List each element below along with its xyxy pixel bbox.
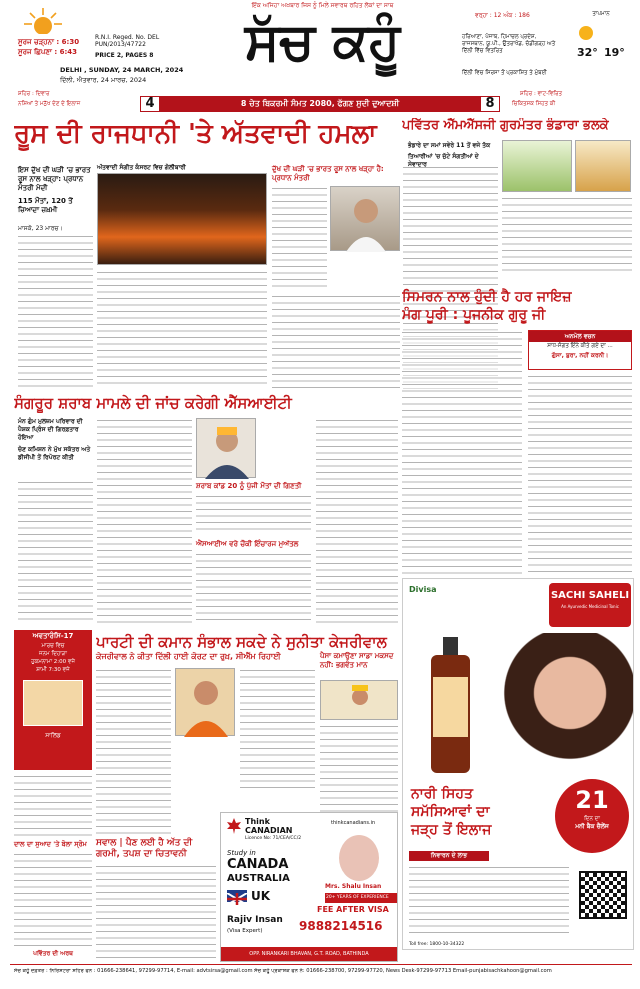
bhandara-photo [502,140,572,192]
bottom-left-footer: ਪਵਿੱਤਰ ਦੀ ਅਰਥ [33,950,73,957]
anmol-vachan-line2: ਗੁੱਸਾ, ਬੁਰਾ, ਨਹੀਂ ਕਰਨੀ। [551,352,609,359]
regd-number: R.N.I. Reged. No. DEL PUN/2013/47722 [95,34,160,48]
band-right-teaser: ਚਿਕਿਤਸਕ ਸਿਹਤ ਕੀ [512,101,556,107]
masthead [0,0,640,97]
simran-body-2 [528,374,632,575]
sunita-photo [175,668,235,736]
distribution-regions: ਹਰਿਆਣਾ, ਪੰਜਾਬ, ਹਿਮਾਚਲ ਪ੍ਰਦੇਸ਼, ਰਾਜਸਥਾਨ, ਯੂ.ਪੀ., ਉਤਰਾਖੰਡ, ਚੰਡੀਗੜ੍ਹ ਅਤੇ ਦਿੱਲੀ ਵਿੱਚ ਵਿਤਰਿਤ [462,34,556,54]
canada-phone: 9888214516 [299,919,383,933]
lead-dateline: ਮਾਸਕੋ, 23 ਮਾਰਚ। [18,225,63,232]
band-right-page-box [480,96,500,112]
sachi-headline-3: ਜੜ੍ਹ ਤੋਂ ਇਲਾਜ [411,822,492,838]
sachi-bottle [423,637,478,777]
canada-ad [220,812,398,962]
canada-person: Rajiv Insan [227,915,283,925]
lead-photo-caption: ਅੱਤਵਾਦੀ ਸੰਗੀਤ ਕੰਸਰਟ ਵਿਚ ਗੋਲੀਬਾਰੀ [97,164,186,171]
kejriwal-body [96,668,171,836]
sunset-time: ਸੂਰਜ ਛਿਪਣਾ : 6:43 [18,48,78,56]
sachi-headline-1: ਨਾਰੀ ਸਿਹਤ [411,786,473,802]
sachi-money-back-badge [555,779,629,853]
canada-exp: 20+ YEARS OF EXPERIENCE [325,893,397,903]
gurmantar-bullets [408,142,498,169]
simran-headline-2: ਮੰਗ ਪੂਰੀ : ਪੂਜਨੀਕ ਗੁਰੂ ਜੀ [402,307,546,323]
sachi-product-name: SACHI SAHELI [550,590,630,601]
sachi-challenge: ਮਨੀ ਬੈਕ ਚੈਲੇਂਜ [575,823,609,830]
sunrise-time: ਸੂਰਜ ਚੜ੍ਹਨਾ : 6:30 [18,38,80,46]
date-english: DELHI , SUNDAY, 24 MARCH, 2024 [60,66,184,74]
official-photo [196,418,256,478]
canada-person2: Mrs. Shalu Insan [325,883,382,890]
sangrur-body [18,480,93,625]
kejriwal-body-2 [240,668,315,788]
saint-box-line: ਸ਼ਾਮੀ 7:30 ਵਜੇ [36,667,70,673]
heat-headline: ਸਵਾਲ | ਪੈਣ ਲਈ ਹੈ ਅੱਤ ਦੀ ਗਰਮੀ, ਤਪਸ਼ ਦਾ ਚਿਤਾਵਨੀ [96,838,193,859]
sangrur-sub2: ਐਂਸਆਈਅ ਵਰੇ ਚੌਕੀ ਇੰਚਾਰਜ ਮੁਅੱਤਲ [196,540,299,548]
gurmantar-body [502,196,632,276]
sun-logo-icon [22,6,64,34]
lead-bullet: ਇਸ ਦੁੱਖ ਦੀ ਘੜੀ 'ਚ ਭਾਰਤ ਰੂਸ ਨਾਲ ਖੜ੍ਹਾ: ਪ੍ਰਧਾਨ ਮੰਤਰੀ ਮੋਦੀ [18,166,91,192]
saint-box-title: ਅਵਤਾਰੰਸਿ-17 [32,632,74,640]
canada-license: Licence No: 71/CEA/CC/2 [245,836,302,841]
gurmantar-bullet: ਭੰਡਾਰੇ ਦਾ ਸਮਾਂ ਸਵੇਰੇ 11 ਤੋਂ ਵਜੇ ਤੱਕ [408,142,491,149]
sangrur-bullet: ਮੰਨ ਗੁੰਮ ਮੁਲਜ਼ਮ ਪਰਿਵਾਰ ਦੀ ਪੈਸ਼ਕ ਪ੍ਰਿੰਸ ਦੀ ਗਿਰਫ਼ਤਾਰ ਹੋਇਆ [18,418,83,441]
saint-box-line: ਹੁਕਮਨਾਮਾ 2:00 ਵਜੇ [31,659,75,665]
qr-code-icon [579,871,627,919]
simran-headline-1: ਸਿਮਰਨ ਨਾਲ ਹੁੰਦੀ ਹੈ ਹਰ ਜਾਇਜ਼ [402,289,572,305]
uk-flag-icon [227,890,247,902]
kejriwal-headline: ਪਾਰਟੀ ਦੀ ਕਮਾਨ ਸੰਭਾਲ ਸਕਦੇ ਨੇ ਸੁਨੀਤਾ ਕੇਜਰੀਵਾਲ [96,633,387,651]
sangrur-sub1-body [196,494,311,534]
date-band [160,96,480,112]
sangrur-bullet: ਚੋਣ ਕਮਿਸ਼ਨ ਨੇ ਮੁੱਖ ਸਕੱਤਰ ਅਤੇ ਡੀਜੀਪੀ ਤੋਂ ਰਿਪੋਰਟ ਕੀਤੀ [18,446,91,461]
band-left-page-box [140,96,160,112]
sachi-product-logo [549,583,631,627]
sachi-model-photo [493,633,633,783]
saint-box-body [14,774,92,836]
simran-body [402,330,522,575]
left-city-label: ਸ਼ਹਿਰ : ਦਿਵਾਰ [18,91,50,97]
anmol-vachan-box [528,330,632,370]
lead-sub-body [272,186,327,291]
band-left-teaser: ਨਸ਼ਿਆਂ ਤੇ ਮਨੁੱਖ ਦੇਣ ਦੇ ਇਲਾਜ [18,101,81,107]
temperature-max: 32° [577,46,598,59]
sachi-days-label: ਦਿਨ ਦਾ [584,816,600,822]
middle-right-body [316,418,398,625]
moscow-attack-photo [97,173,267,265]
sachi-brand: Divisa [409,585,437,594]
canada-country-2: AUSTRALIA [227,873,290,884]
weather-label: ਤਾਪਮਾਨ [592,11,610,17]
lead-sub-body-2 [272,294,400,388]
canada-study: Study in [227,849,256,857]
sangrur-headline: ਸੰਗਰੂਰ ਸ਼ਰਾਬ ਮਾਮਲੇ ਦੀ ਜਾਂਚ ਕਰੇਗੀ ਐੱਸਆਈਟੀ [14,394,292,412]
saint-image [23,680,83,726]
kejriwal-sub: ਕੇਜਰੀਵਾਲ ਨੇ ਕੀਤਾ ਦਿੱਲੀ ਹਾਈ ਕੋਰਟ ਦਾ ਰੁਖ਼, ਸੀਐੱਮ ਰਿਹਾਈ [96,652,281,661]
bottom-left-head: ਦਾਲ ਦਾ ਸੁਆਦ 'ਤੇ ਬੋਲਾ ਸ੍ਰੋਮ [14,840,87,848]
sachi-days: 21 [575,786,609,814]
gurmantar-bullet: ਤਿਆਰੀਆਂ 'ਚ ਜੁੱਟੇ ਸੰਗਤੀਆਂ ਦੇ ਸੇਵਾਦਾਰ [408,153,479,168]
sangrur-sub1: ਸ਼ਰਾਬ ਕਾਂਡ 20 ਨੂੰ ਪੁੱਜੀ ਮੌਤਾਂ ਦੀ ਗਿਣਤੀ [196,482,302,490]
maple-leaf-icon [225,817,243,835]
canada-web: thinkcanadians.in [331,820,376,826]
band-center-text: 8 ਚੇਤ ਬਿਕਰਮੀ ਸੰਮਤ 2080, ਫੱਗਣ ਸੁਦੀ ਦੁਆਦਸ਼ੀ [240,99,400,108]
newspaper-title: ਸੱਚ ਕਹੂੰ [244,12,401,72]
canada-fee: FEE AFTER VISA [317,905,389,914]
sachi-benefits-title: ਨਿਵਾਰਨ ਦੇ ਲਾਭ [409,851,489,861]
bhandara-photo-2 [575,140,631,192]
sangrur-bullets [18,418,93,462]
anmol-vachan-line1: ਸਾਧ-ਸੰਗਤ ਇੰਨੇ ਕੀਤੇ ਗਏ ਦਾ ... [547,343,613,349]
right-city-label: ਸ਼ਹਿਰ : ਵਾਟ-ਵਿਰਿਤ [520,91,563,97]
modi-photo [330,186,400,251]
sachi-saheli-ad [402,578,634,950]
band-left-page: 4 [145,96,155,111]
lead-bullets [18,166,93,215]
footer-rule [10,964,632,965]
lead-body-text [18,234,93,389]
sachi-phone: Toll free: 1800-10-34322 [409,942,465,947]
edition-number: ਵਰ੍ਹਾ : 12 ਅੰਕ : 186 [475,12,530,19]
canada-country-3: UK [251,889,271,903]
temperature-min: 19° [604,46,625,59]
lead-bullet: 115 ਮੌਤਾਂ, 120 ਤੋਂ ਜ਼ਿਆਦਾ ਜ਼ਖ਼ਮੀ [18,197,73,214]
masthead-tagline: ਇੱਕ ਅਜਿਹਾ ਅਖ਼ਬਾਰ ਜਿਸ ਨੂੰ ਮਿਲੇ ਸਵਾਰਥ ਰਹਿਤ ਲੋਕਾਂ ਦਾ ਸਾਥ [251,2,394,9]
lead-headline: ਰੂਸ ਦੀ ਰਾਜਧਾਨੀ 'ਤੇ ਅੱਤਵਾਦੀ ਹਮਲਾ [14,119,377,149]
sachi-benefits-list [409,865,569,937]
lead-sub-headline: ਦੁੱਖ ਦੀ ਘੜੀ 'ਚ ਭਾਰਤ ਰੂਸ ਨਾਲ ਖੜ੍ਹਾ ਹੈ: ਪ੍ਰਧਾਨ ਮੰਤਰੀ [272,165,384,182]
date-punjabi: ਦਿੱਲੀ, ਐਤਵਾਰ, 24 ਮਾਰਚ, 2024 [60,76,147,84]
canada-country-1: CANADA [227,857,289,872]
saint-box [14,630,92,770]
saint-box-line: ਜਨਮ ਦਿਹਾੜਾ [39,651,67,657]
print-info: ਦਿੱਲੀ ਵਿਚ ਸਿਰਸਾ ਤੋਂ ਪ੍ਰਕਾਸ਼ਿਤ ਤੇ ਮੁੰਬਈ [462,70,547,76]
mann-headline: ਪੈਸਾ ਕਮਾਉਣਾ ਸਾਡਾ ਮਕਸਦ ਨਹੀਂ: ਭਗਵੰਤ ਮਾਨ [320,652,394,669]
price-pages: PRICE 2, PAGES 8 [95,52,154,59]
sangrur-sub2-body [196,552,311,625]
sachi-headline-2: ਸਮੱਸਿਆਵਾਂ ਦਾ [411,804,490,820]
gurmantar-headline: ਪਵਿੱਤਰ ਐੱਮਐੱਸਜੀ ਗੁਰਮੰਤਰ ਭੰਡਾਰਾ ਭਲਕੇ [402,118,609,133]
saint-box-line: ਮਾਰਚ ਵਿਚ [41,643,65,649]
canada-brand: Think CANADIAN [245,817,293,835]
weather-sun-icon [575,22,597,44]
heat-body [96,864,216,960]
band-right-page: 8 [485,96,495,111]
sangrur-body-2 [97,418,192,625]
sachi-tagline: An Ayurvedic Medicinal Tonic [561,604,619,609]
canada-address: OPP. NIRANKARI BHAVAN, G.T. ROAD, BATHINDA [221,947,397,961]
shalu-photo [339,835,379,881]
mann-photo [320,680,398,720]
footer-text: ਸੰਚ ਕਹੂੰ ਦਫ਼ਤਰ : ਨਿਰਿਸ਼ਟਰਾ ਸ਼ਹਿਰ ਫੋਨ : 01666-238641, 97299-97714, E-mail: advtsirsa@gmail.com ਸੱਚ ਕਹੂੰ ਪ੍ਰਕਾਸ਼ਕ ਫੋਨ ਨੰ: 01666-238700, 97299-97720, News Desk-97299-97713 Email-punjabisachkahoon@gmail.com [14,968,552,974]
anmol-vachan-title: ਅਨਮੋਲ ਵਚਨ [529,331,631,342]
lead-body-text-2 [97,270,267,388]
canada-role: (Visa Expert) [227,928,263,934]
bottom-left-body [14,852,92,948]
saint-box-caption: ਸਾਲਿਡ [45,732,61,739]
